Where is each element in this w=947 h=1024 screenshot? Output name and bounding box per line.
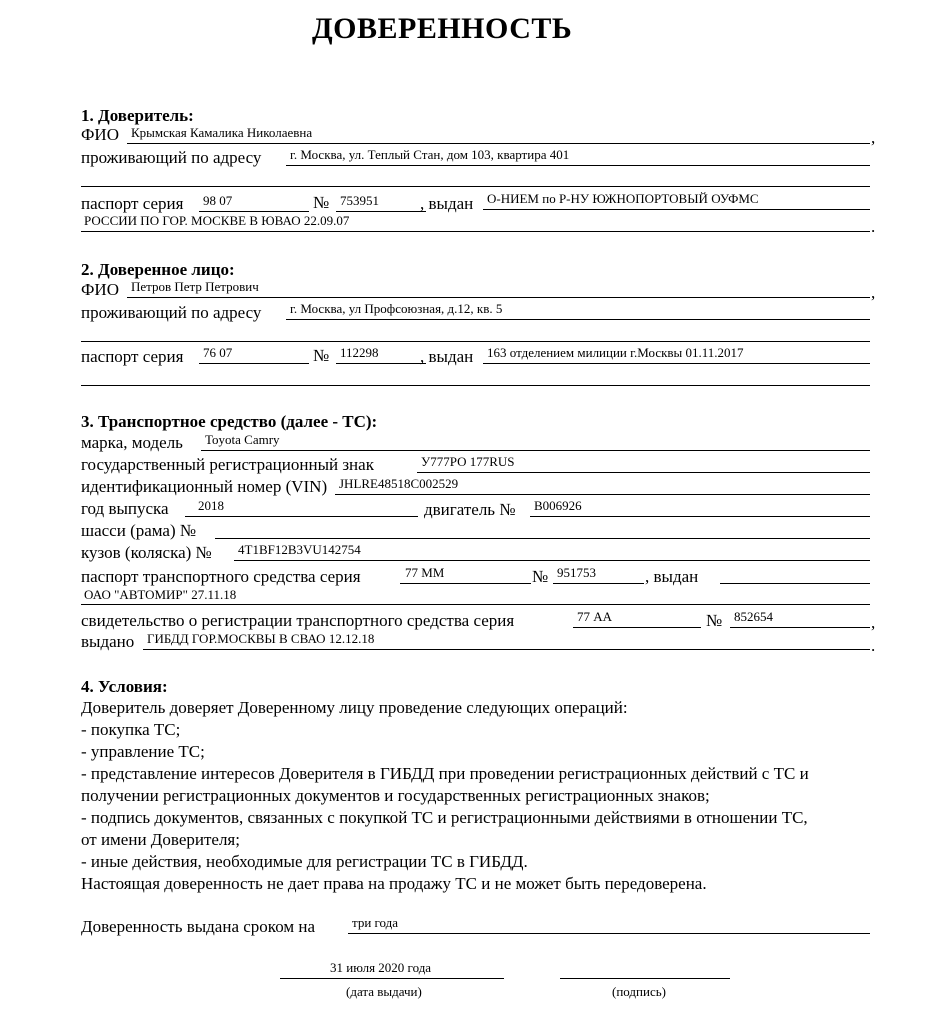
vehicle-pts-series-line	[400, 583, 531, 584]
term-value: три года	[352, 915, 399, 930]
vehicle-model-label: марка, модель	[81, 433, 183, 452]
term-label: Доверенность выдана сроком на	[81, 917, 316, 936]
term-line	[348, 933, 870, 934]
agent-passport-number-line	[336, 363, 426, 364]
vehicle-year-label: год выпуска	[81, 499, 169, 518]
vehicle-pts-issued-line-2	[81, 604, 870, 605]
agent-issued-line	[483, 363, 870, 364]
principal-fio-value: Крымская Камалика Николаевна	[131, 125, 313, 140]
conditions-line: - подпись документов, связанных с покупкой ТС и регистрационными действиями в отношении ТС,	[81, 808, 808, 827]
agent-fio-value: Петров Петр Петрович	[131, 279, 259, 294]
principal-address-value: г. Москва, ул. Теплый Стан, дом 103, квартира 401	[290, 147, 570, 162]
agent-address-value: г. Москва, ул Профсоюзная, д.12, кв. 5	[290, 301, 503, 316]
vehicle-pts-issued-line	[720, 583, 870, 584]
principal-passport-series-line	[199, 211, 309, 212]
principal-address-line-2	[81, 186, 870, 187]
vehicle-plate-line	[417, 472, 870, 473]
vehicle-pts-issued-label: , выдан	[645, 567, 699, 586]
vehicle-cert-issued-label: выдано	[81, 632, 135, 651]
vehicle-pts-number-label: №	[532, 567, 549, 586]
vehicle-heading: 3. Транспортное средство (далее - ТС):	[81, 412, 378, 431]
agent-fio-comma: ,	[871, 283, 876, 302]
principal-fio-comma: ,	[871, 128, 876, 147]
vehicle-cert-number-label: №	[706, 611, 723, 630]
vehicle-vin-line	[335, 494, 870, 495]
vehicle-vin-value: JHLRE48518C002529	[339, 476, 459, 491]
conditions-line: получении регистрационных документов и государственных регистрационных знаков;	[81, 786, 710, 805]
agent-issued-value: 163 отделением милиции г.Москвы 01.11.2017	[487, 345, 744, 360]
principal-passport-number-line	[336, 211, 426, 212]
vehicle-cert-series-line	[573, 627, 701, 628]
principal-passport-series: 98 07	[203, 193, 233, 208]
principal-issued-value-2: РОССИИ ПО ГОР. МОСКВЕ В ЮВАО 22.09.07	[84, 213, 350, 228]
vehicle-model-line	[201, 450, 870, 451]
vehicle-body-line	[234, 560, 870, 561]
principal-passport-label: паспорт серия	[81, 194, 184, 213]
principal-issued-line-2	[81, 231, 870, 232]
issue-date-value: 31 июля 2020 года	[330, 960, 432, 975]
vehicle-engine-label: двигатель №	[424, 500, 516, 519]
vehicle-pts-label: паспорт транспортного средства серия	[81, 567, 361, 586]
vehicle-pts-issued-value: ОАО "АВТОМИР" 27.11.18	[84, 587, 237, 602]
vehicle-vin-label: идентификационный номер (VIN)	[81, 477, 328, 496]
conditions-line: - покупка ТС;	[81, 720, 181, 739]
vehicle-cert-number: 852654	[734, 609, 773, 624]
signature-line	[560, 978, 730, 979]
principal-passport-number: 753951	[340, 193, 379, 208]
vehicle-cert-number-line	[730, 627, 870, 628]
vehicle-engine-value: В006926	[534, 498, 582, 513]
conditions-line: Доверитель доверяет Доверенному лицу проведение следующих операций:	[81, 698, 628, 717]
conditions-line: от имени Доверителя;	[81, 830, 240, 849]
vehicle-chassis-line	[215, 538, 870, 539]
agent-fio-label: ФИО	[81, 280, 119, 299]
vehicle-cert-issued-period: .	[871, 636, 876, 655]
agent-passport-series-line	[199, 363, 309, 364]
vehicle-pts-series: 77 ММ	[405, 565, 445, 580]
vehicle-model-value: Toyota Camry	[205, 432, 280, 447]
conditions-line: - представление интересов Доверителя в ГИБДД при проведении регистрационных действий с ТС и	[81, 764, 809, 783]
principal-heading: 1. Доверитель:	[81, 106, 194, 125]
vehicle-plate-label: государственный регистрационный знак	[81, 455, 374, 474]
principal-number-label: №	[313, 193, 330, 212]
principal-fio-label: ФИО	[81, 125, 119, 144]
vehicle-chassis-label: шасси (рама) №	[81, 521, 197, 540]
agent-address-line	[286, 319, 870, 320]
agent-passport-label: паспорт серия	[81, 347, 184, 366]
principal-issued-line-1	[483, 209, 870, 210]
principal-fio-line	[127, 143, 870, 144]
principal-address-line	[286, 165, 870, 166]
agent-number-label: №	[313, 346, 330, 365]
vehicle-year-value: 2018	[198, 498, 224, 513]
agent-passport-series: 76 07	[203, 345, 233, 360]
vehicle-pts-number-line	[553, 583, 644, 584]
agent-issued-line-2	[81, 385, 870, 386]
conditions-line: - иные действия, необходимые для регистрации ТС в ГИБДД.	[81, 852, 528, 871]
principal-issued-period: .	[871, 217, 876, 236]
agent-fio-line	[127, 297, 870, 298]
agent-address-label: проживающий по адресу	[81, 303, 262, 322]
conditions-line: Настоящая доверенность не дает права на продажу ТС и не может быть передоверена.	[81, 874, 707, 893]
vehicle-engine-line	[530, 516, 870, 517]
document-title: ДОВЕРЕННОСТЬ	[312, 12, 573, 45]
vehicle-cert-issued-line	[143, 649, 870, 650]
principal-address-label: проживающий по адресу	[81, 148, 262, 167]
vehicle-cert-issued-value: ГИБДД ГОР.МОСКВЫ В СВАО 12.12.18	[147, 631, 375, 646]
vehicle-cert-comma: ,	[871, 613, 876, 632]
agent-passport-number: 112298	[340, 345, 379, 360]
conditions-heading: 4. Условия:	[81, 677, 168, 696]
vehicle-body-value: 4T1BF12B3VU142754	[238, 542, 361, 557]
signature-caption: (подпись)	[612, 984, 666, 999]
principal-issued-value-1: О-НИЕМ по Р-НУ ЮЖНОПОРТОВЫЙ ОУФМС	[487, 191, 759, 206]
vehicle-year-line	[185, 516, 418, 517]
vehicle-cert-series: 77 АА	[577, 609, 613, 624]
issue-date-line	[280, 978, 504, 979]
conditions-line: - управление ТС;	[81, 742, 205, 761]
vehicle-body-label: кузов (коляска) №	[81, 543, 212, 562]
vehicle-pts-number: 951753	[557, 565, 596, 580]
agent-address-line-2	[81, 341, 870, 342]
vehicle-plate-value: У777РО 177RUS	[421, 454, 515, 469]
vehicle-cert-label: свидетельство о регистрации транспортного средства серия	[81, 611, 515, 630]
agent-issued-label: , выдан	[420, 347, 474, 366]
agent-heading: 2. Доверенное лицо:	[81, 260, 235, 279]
principal-issued-label: , выдан	[420, 194, 474, 213]
issue-date-caption: (дата выдачи)	[346, 984, 422, 999]
